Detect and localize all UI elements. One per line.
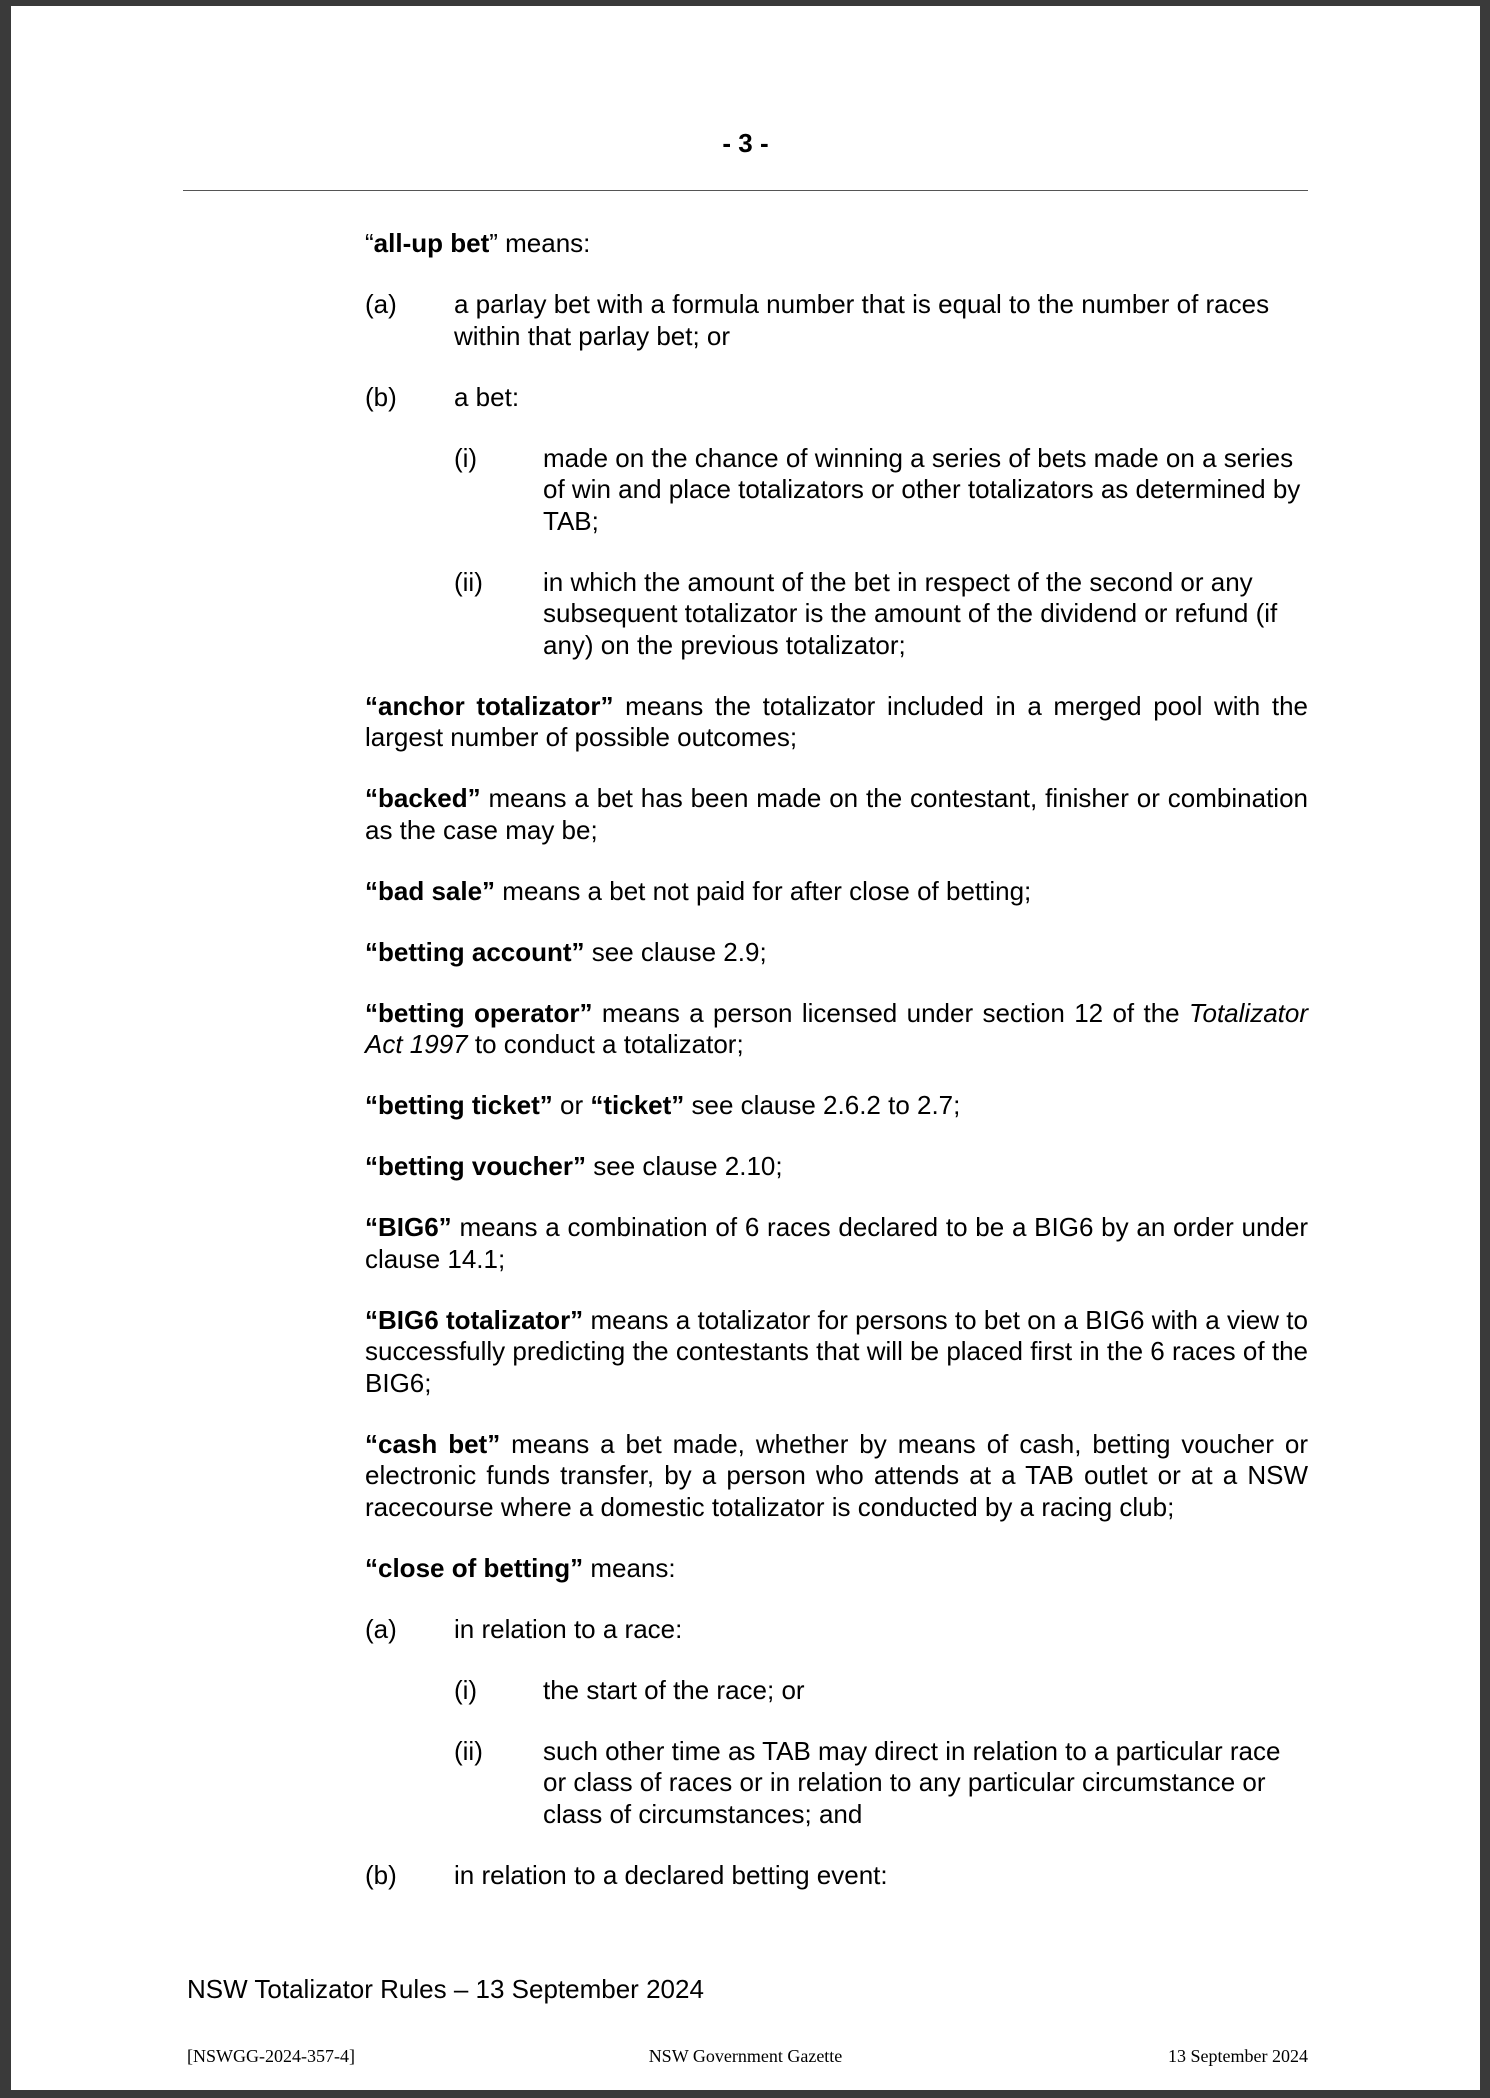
list-subitem: (i) the start of the race; or [454,1674,805,1705]
footer-reference: [NSWGG-2024-357-4] [187,2046,355,2066]
definition-big6: “BIG6” means a combination of 6 races declared to be a BIG6 by an order under clause 14.1; [365,1212,1308,1274]
definition-close-of-betting: “close of betting” means: [365,1552,676,1583]
definition-betting-ticket: “betting ticket” or “ticket” see clause 2.6.2 to 2.7; [365,1090,961,1120]
definition-bad-sale: “bad sale” means a bet not paid for after close of betting; [365,875,1032,906]
definition-betting-voucher: “betting voucher” see clause 2.10; [365,1151,783,1181]
definitions-body [365,228,1308,1921]
list-item: (b) in relation to a declared betting event: [365,1859,888,1890]
list-subitem: (ii) such other time as TAB may direct in relation to a particular race or class of races or in relation to any particular circumstance or class of circumstances; and [454,1735,1281,1829]
footer-publication: NSW Government Gazette [648,2046,843,2066]
list-item: (b) a bet: [365,381,520,412]
definition-cash-bet: “cash bet” means a bet made, whether by means of cash, betting voucher or electronic funds transfer, by a person who attends at a TAB outlet or at a NSW racecourse where a domestic totalizator is conducted by a racing club; [365,1428,1308,1522]
term-all-up-bet: all-up bet [373,228,490,258]
header-rule [183,190,1308,191]
document-page [11,6,1480,2090]
list-subitem: (i) made on the chance of winning a series of bets made on a series of win and place totalizators or other totalizators as determined by TAB; [454,442,1301,536]
list-item: (a) in relation to a race: [365,1613,683,1644]
footer-title: NSW Totalizator Rules – 13 September 2024 [187,1974,704,2004]
footer-date: 13 September 2024 [1168,2046,1308,2066]
definition-anchor-totalizator: “anchor totalizator” means the totalizator included in a merged pool with the largest number of possible outcomes; [365,690,1308,752]
act-title: Totalizator Act 1997 [365,997,1308,1059]
definition-big6-totalizator: “BIG6 totalizator” means a totalizator for persons to bet on a BIG6 with a view to successfully predicting the contestants that will be placed first in the 6 races of the BIG6; [365,1304,1308,1398]
definition-betting-account: “betting account” see clause 2.9; [365,936,767,967]
definition-backed: “backed” means a bet has been made on the contestant, finisher or combination as the case may be; [365,783,1308,845]
list-item: (a) a parlay bet with a formula number that is equal to the number of races within that parlay bet; or [365,289,1270,351]
definition-all-up-bet: “all-up bet” means: [365,228,591,258]
definition-betting-operator: “betting operator” means a person licensed under section 12 of the Totalizator Act 1997 to conduct a totalizator; [365,997,1308,1059]
page-number: - 3 - [722,128,769,158]
list-subitem: (ii) in which the amount of the bet in respect of the second or any subsequent totalizator is the amount of the dividend or refund (if any) on the previous totalizator; [454,566,1278,660]
